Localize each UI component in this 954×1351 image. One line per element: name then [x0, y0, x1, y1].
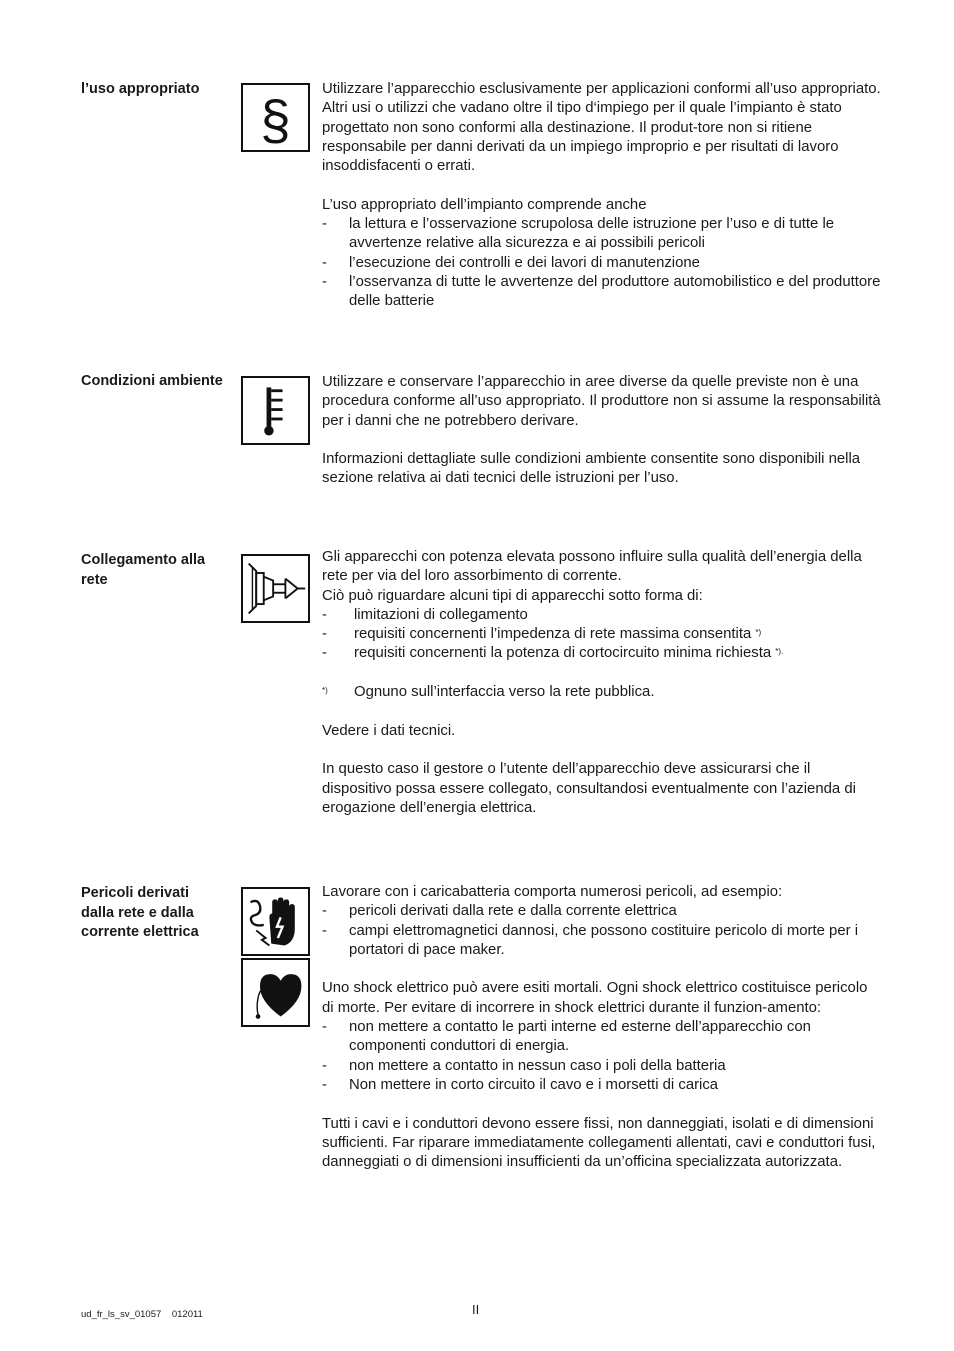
list-item: - pericoli derivati dalla rete e dalla corrente elettrica	[322, 903, 677, 920]
paragraph: Ciò può riguardare alcuni tipi di apparecchi sotto forma di:	[322, 587, 703, 604]
electric-shock-hand-icon	[241, 887, 310, 956]
section-heading: Collegamento alla rete	[81, 552, 206, 588]
plug-icon	[241, 554, 310, 623]
list-item: - l’esecuzione dei controlli e dei lavori di manutenzione	[322, 254, 700, 271]
section-body	[322, 80, 882, 312]
paragraph: Utilizzare l’apparecchio esclusivamente per applicazioni conformi all’uso appropriato. Altri usi o utilizzi che vadano oltre il tipo d‘impiego per il quale l’impianto è stato progettato non sono conformi alla destinazione. Il produt-tore non si ritiene responsabile per danni derivati da un impiego improprio e per risultati di lavoro insoddisfacenti o errati.	[322, 81, 881, 175]
section-body	[322, 548, 882, 818]
document-code: ud_fr_ls_sv_01057 012011	[81, 1309, 203, 1320]
pacemaker-heart-icon	[241, 958, 310, 1027]
page-number: II	[472, 1302, 480, 1317]
list-item: - la lettura e l’osservazione scrupolosa delle istruzione per l’uso e di tutte le avvertenze relative alla sicurezza e ai possibili pericoli	[322, 216, 835, 252]
paragraph: Lavorare con i caricabatteria comporta numerosi pericoli, ad esempio:	[322, 884, 783, 900]
footnote-mark: *)	[755, 628, 762, 638]
section-heading: Pericoli derivati dalla rete e dalla corrente elettrica	[81, 885, 199, 940]
list-item: - non mettere a contatto in nessun caso i poli della batteria	[322, 1057, 726, 1074]
paragraph: Vedere i dati tecnici.	[322, 722, 456, 739]
list-item: - non mettere a contatto le parti interne ed esterne dell’apparecchio con componenti conduttori di energia.	[322, 1019, 811, 1055]
list-item: - l’osservanza di tutte le avvertenze del produttore automobilistico e del produttore delle batterie	[322, 273, 881, 310]
paragraph: In questo caso il gestore o l’utente dell’apparecchio deve assicurarsi che il dispositivo possa essere collegato, consultandosi eventualmente con l’azienda di erogazione dell’energia elettrica.	[322, 761, 856, 816]
thermometer-icon	[241, 376, 310, 445]
list-item: - requisiti concernenti la potenza di cortocircuito minima richiesta *).	[322, 645, 784, 662]
section-body	[322, 373, 882, 489]
section-heading: l’uso appropriato	[81, 81, 200, 97]
footnote-mark: *).	[775, 647, 784, 657]
paragraph: Utilizzare e conservare l’apparecchio in aree diverse da quelle previste non è una procedura conforme all’uso appropriato. Il produttore non si assume la responsabilità per i danni che ne potrebbero derivare.	[322, 374, 881, 429]
list-item: - requisiti concernenti l’impedenza di rete massima consentita *)	[322, 626, 762, 643]
list-item: - campi elettromagnetici dannosi, che possono costituire pericolo di morte per i portatori di pace maker.	[322, 922, 859, 958]
paragraph: L’uso appropriato dell’impianto comprende anche	[322, 196, 647, 213]
list-item: - limitazioni di collegamento	[322, 606, 528, 623]
section-body	[322, 883, 882, 1172]
paragraph: Gli apparecchi con potenza elevata possono influire sulla qualità dell’energia della rete per via del loro assorbimento di corrente.	[322, 549, 862, 585]
paragraph-icon	[241, 83, 310, 152]
paragraph: Tutti i cavi e i conduttori devono essere fissi, non danneggiati, isolati e di dimensioni sufficienti. Far riparare immediatamente collegamenti allentati, cavi e conduttori fusi, danneggiati o di dimensioni insufficienti da un’officina specializzata autorizzata.	[322, 1115, 876, 1171]
paragraph: Informazioni dettagliate sulle condizioni ambiente consentite sono disponibili nella sezione relativa ai dati tecnici delle istruzioni per l’uso.	[322, 451, 861, 487]
list-item: - Non mettere in corto circuito il cavo e i morsetti di carica	[322, 1076, 719, 1093]
svg-text:§: §	[260, 89, 291, 150]
paragraph: Uno shock elettrico può avere esiti mortali. Ogni shock elettrico costituisce pericolo di morte. Per evitare di incorrere in shock elettrici durante il funzion-amento:	[322, 980, 868, 1016]
section-heading: Condizioni ambiente	[81, 373, 223, 389]
footnote: *) Ognuno sull’interfaccia verso la rete pubblica.	[322, 684, 655, 701]
